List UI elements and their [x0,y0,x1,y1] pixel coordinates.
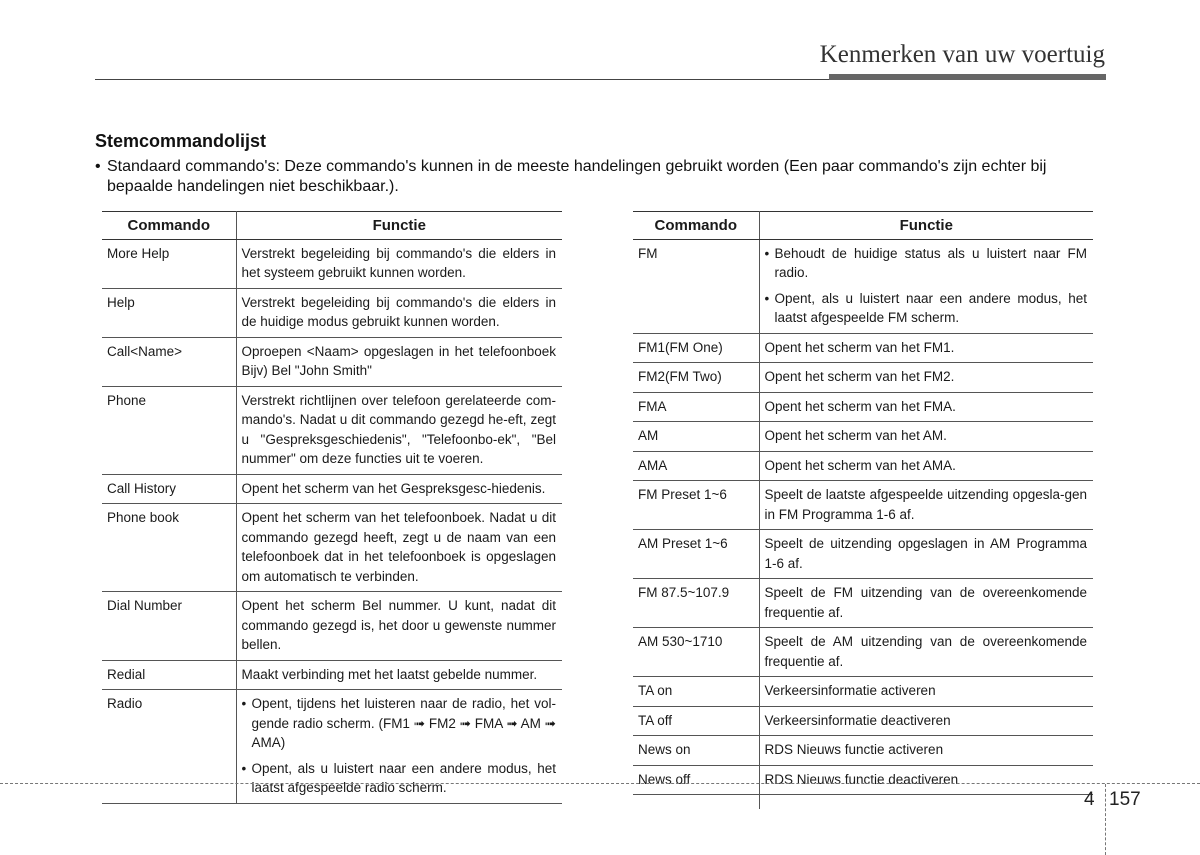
table-row [633,765,1093,795]
column-header-command: Commando [102,212,236,240]
command-cell: Help [102,288,236,337]
table-row [633,628,1093,677]
command-cell: News off [633,765,759,795]
table-row [102,592,562,661]
command-cell: Redial [102,660,236,690]
function-bullet-list [765,244,1088,328]
table-row [102,337,562,386]
function-cell: Verstrekt begeleiding bij commando's die elders in de huidige modus gebruikt kunnen worden. [236,288,562,337]
command-cell: Call History [102,474,236,504]
table-row [633,579,1093,628]
table-row [102,288,562,337]
column-header-function: Functie [759,212,1093,240]
function-cell: Opent het scherm van het Gespreksgesc-hiedenis. [236,474,562,504]
bullet-icon: • [95,158,101,175]
table-row [633,736,1093,766]
page-number: 157 [1109,789,1141,810]
footer-dashed-rule [0,783,1200,784]
table-row [633,333,1093,363]
command-cell: Call<Name> [102,337,236,386]
function-bullet-item: • Opent, tijdens het luisteren naar de radio, het vol-gende radio scherm. (FM1 ➟ FM2 ➟ FMA ➟ AM ➟ AMA) [242,694,557,753]
function-cell: Opent het scherm van het FMA. [759,392,1093,422]
table-row [633,363,1093,393]
table-row [102,690,562,804]
table-row [633,451,1093,481]
intro-text: Standaard commando's: Deze commando's kunnen in de meeste handelingen gebruikt worden (Een paar commando's zijn echter bij bepaalde handelingen niet beschikbaar.). [107,158,1047,195]
command-cell: FM1(FM One) [633,333,759,363]
table-header-row [102,212,562,240]
command-table-left [102,211,562,804]
command-cell: AM [633,422,759,452]
function-cell: RDS Nieuws functie activeren [759,736,1093,766]
table-row [102,386,562,474]
function-cell: Verstrekt richtlijnen over telefoon gerelateerde com-mando's. Nadat u dit commando gezegd he-eft, zegt u "Gespreksgeschiedenis", "Telefoonbo-ek", "Bel nummer" om deze functies uit te voeren. [236,386,562,474]
command-cell: FM [633,239,759,333]
command-cell: AMA [633,451,759,481]
command-cell: Dial Number [102,592,236,661]
command-cell: AM 530~1710 [633,628,759,677]
table-row [633,706,1093,736]
function-bullet-item: • Opent, als u luistert naar een andere modus, het laatst afgespeelde FM scherm. [765,289,1088,328]
function-cell: Maakt verbinding met het laatst gebelde nummer. [236,660,562,690]
function-bullet-item: • Behoudt de huidige status als u luistert naar FM radio. [765,244,1088,283]
table-row [102,474,562,504]
function-cell: Verstrekt begeleiding bij commando's die elders in het systeem gebruikt kunnen worden. [236,239,562,288]
table-row [102,239,562,288]
command-cell: FM Preset 1~6 [633,481,759,530]
section-title: Stemcommandolijst [95,131,267,151]
command-cell: FM 87.5~107.9 [633,579,759,628]
page-chapter-number: 4 [1084,789,1095,810]
function-cell: Opent het scherm Bel nummer. U kunt, nadat dit commando gezegd is, het door u gewenste nummer bellen. [236,592,562,661]
column-header-command: Commando [633,212,759,240]
page-header-title: Kenmerken van uw voertuig [819,41,1105,68]
table-row [633,422,1093,452]
intro-paragraph [95,157,1115,197]
function-cell: Speelt de laatste afgespeelde uitzending opgesla-gen in FM Programma 1-6 af. [759,481,1093,530]
command-cell: Phone [102,386,236,474]
command-cell: News on [633,736,759,766]
function-cell: RDS Nieuws functie deactiveren [759,765,1093,795]
table-row [633,239,1093,333]
function-cell: Opent het scherm van het AMA. [759,451,1093,481]
function-bullet-list [242,694,557,798]
function-cell: Verkeersinformatie deactiveren [759,706,1093,736]
table-row [633,677,1093,707]
function-cell: Opent het scherm van het FM1. [759,333,1093,363]
footer-dashed-divider [1105,784,1106,855]
function-cell: Speelt de FM uitzending van de overeenkomende frequentie af. [759,579,1093,628]
command-cell: FMA [633,392,759,422]
header-rule-thin [95,79,830,80]
command-cell: AM Preset 1~6 [633,530,759,579]
command-cell: More Help [102,239,236,288]
function-cell: Opent het scherm van het FM2. [759,363,1093,393]
command-cell: TA off [633,706,759,736]
function-cell: Opent het scherm van het AM. [759,422,1093,452]
command-cell: Phone book [102,504,236,592]
column-header-function: Functie [236,212,562,240]
function-cell [236,690,562,804]
table-spacer-row [633,795,1093,810]
table-row [633,530,1093,579]
header-rule-thick [829,74,1106,80]
function-cell: Speelt de uitzending opgeslagen in AM Programma 1-6 af. [759,530,1093,579]
table-header-row [633,212,1093,240]
command-cell: FM2(FM Two) [633,363,759,393]
function-cell: Speelt de AM uitzending van de overeenkomende frequentie af. [759,628,1093,677]
table-row [102,660,562,690]
function-cell: Verkeersinformatie activeren [759,677,1093,707]
function-cell: Opent het scherm van het telefoonboek. Nadat u dit commando gezegd heeft, zegt u de naam van een telefoonboek dat in het telefoonboek is opgeslagen om automatisch te verbinden. [236,504,562,592]
function-cell [759,239,1093,333]
function-bullet-item: • Opent, als u luistert naar een andere modus, het laatst afgespeelde radio scherm. [242,759,557,798]
table-row [633,392,1093,422]
command-table-right [633,211,1093,809]
table-row [633,481,1093,530]
command-cell: TA on [633,677,759,707]
function-cell: Oproepen <Naam> opgeslagen in het telefoonboek Bijv) Bel "John Smith" [236,337,562,386]
command-cell: Radio [102,690,236,804]
table-row [102,504,562,592]
